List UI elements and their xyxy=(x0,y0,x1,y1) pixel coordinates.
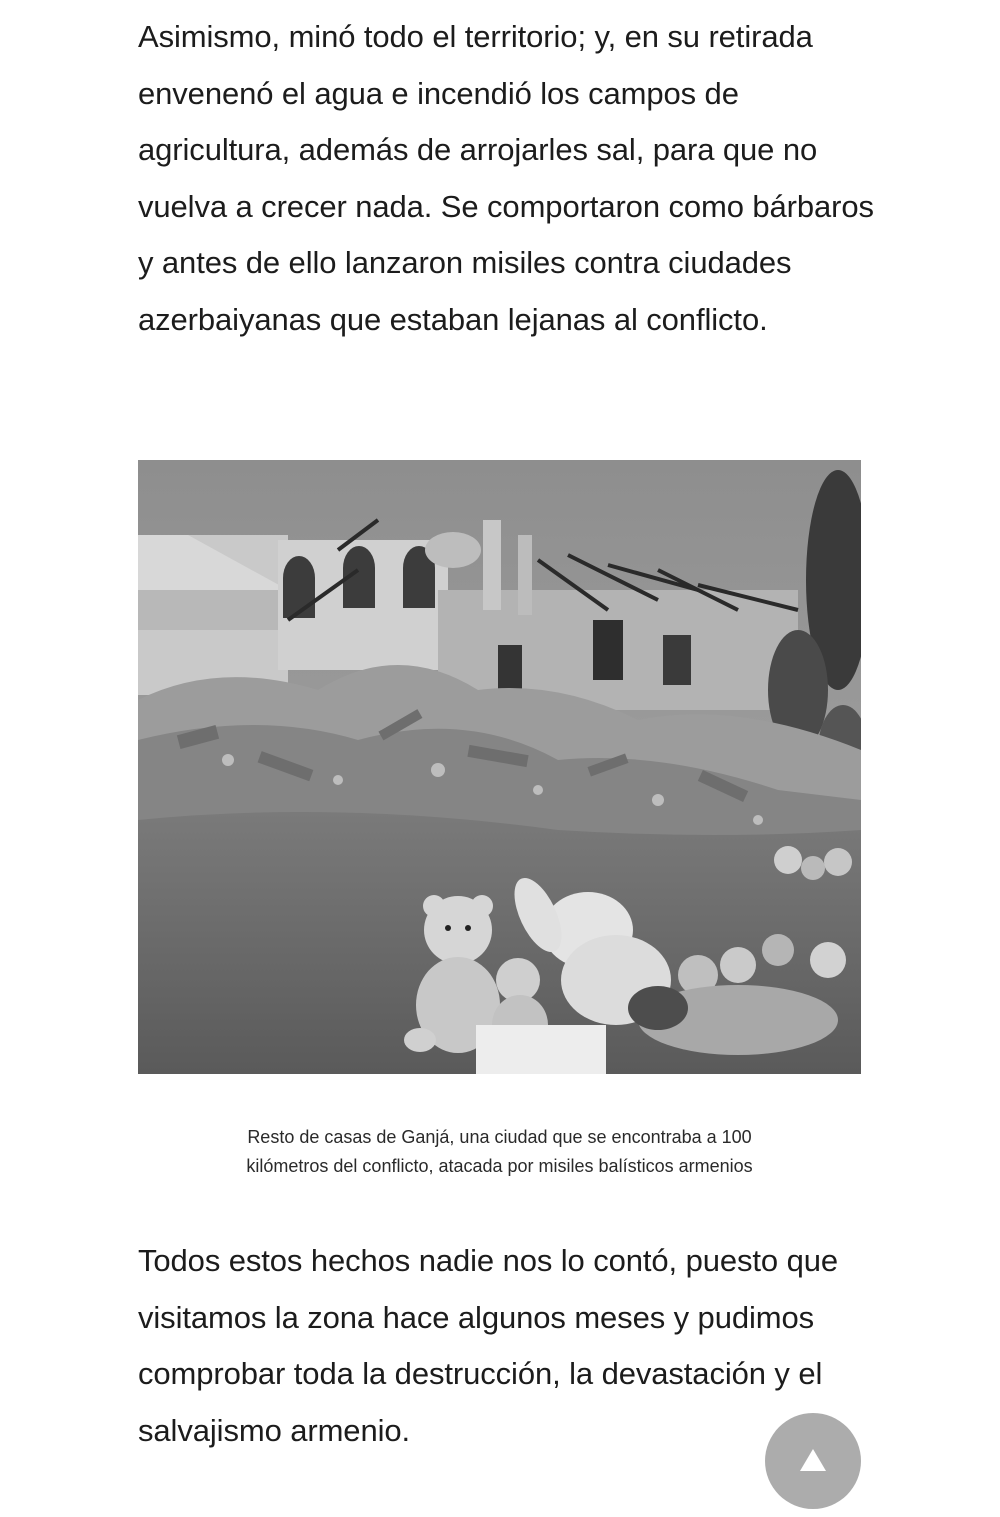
caption-line: kilómetros del conflicto, atacada por misiles balísticos armenios xyxy=(246,1155,753,1176)
caption-line: Resto de casas de Ganjá, una ciudad que se encontraba a 100 xyxy=(247,1127,752,1147)
photo-caption xyxy=(138,1123,861,1180)
article-paragraph: Todos estos hechos nadie nos lo contó, puesto que visitamos la zona hace algunos meses y pudimos comprobar toda la destrucción, la devastación y el salvajismo armenio. xyxy=(138,1243,838,1448)
article-paragraph: Asimismo, minó todo el territorio; y, en su retirada envenenó el agua e incendió los campos de agricultura, además de arrojarles sal, para que no vuelva a crecer nada. Se comportaron como bárbaros y antes de ello lanzaron misiles contra ciudades azerbaiyanas que estaban lejanas al conflicto. xyxy=(138,19,874,337)
article-photo xyxy=(138,460,861,1074)
scroll-to-top-button[interactable] xyxy=(765,1413,861,1509)
triangle-up-icon xyxy=(800,1449,826,1471)
